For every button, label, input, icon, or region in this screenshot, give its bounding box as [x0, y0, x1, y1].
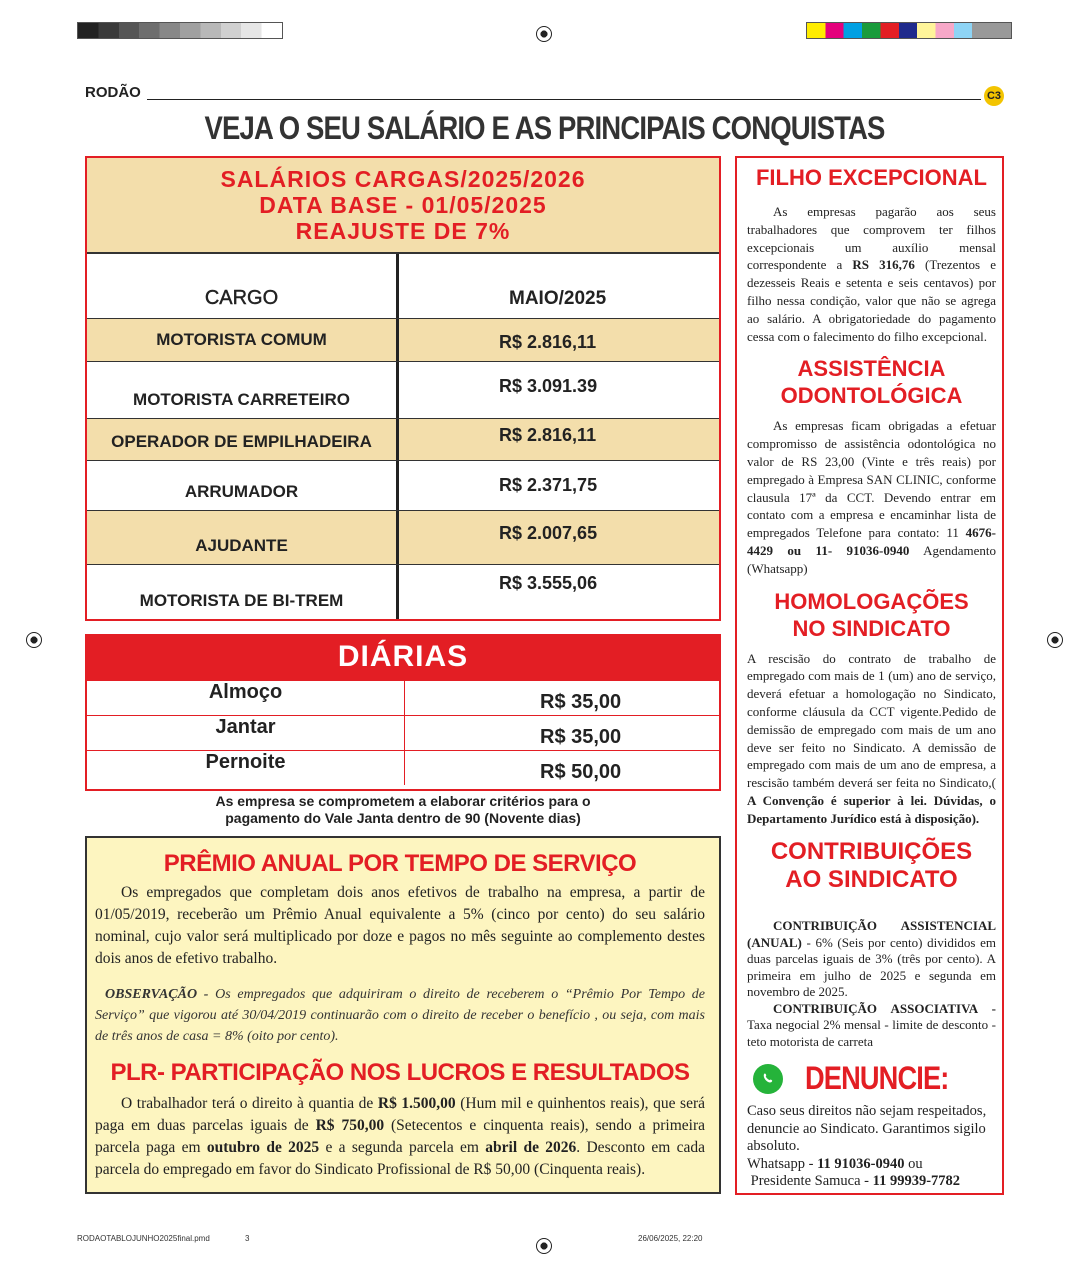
text-part: Taxa negocial 2% mensal - limite de desconto - teto motorista de carreta [747, 1017, 996, 1049]
valor-cell: R$ 2.816,11 [499, 332, 597, 352]
column-header-cargo: CARGO [87, 254, 399, 318]
homolog-text [747, 650, 996, 828]
diarias-heading: DIÁRIAS [87, 636, 719, 680]
text-part: As empresas pagarão aos seus trabalhadores que comprovem ter filhos excepcionais um auxílio mensal correspondente a [747, 204, 996, 273]
table-row [87, 680, 719, 715]
item-cell: Jantar [87, 716, 405, 750]
plr-text-part: (Setecentos e cinquenta reais), sendo a primeira parcela paga em [95, 1117, 705, 1156]
heading-line: AO SINDICATO [785, 865, 958, 893]
table-row [87, 362, 719, 419]
plr-first-date: outubro de 2025 [206, 1139, 320, 1156]
heading-line: NO SINDICATO [792, 615, 951, 641]
filho-text [747, 203, 996, 345]
odonto-text [747, 417, 996, 577]
table-row [87, 565, 719, 619]
registration-mark-icon [1047, 632, 1063, 648]
diarias-table [85, 634, 721, 791]
premio-text: Os empregados que completam dois anos efetivos de trabalho na empresa, a partir de 01/05/2019, receberão um Prêmio Anual equivalente a 5% (cinco por cento) do seu salário nominal, cujo valor será multiplicado por doze e pagos no mês seguinte ao complemento destes dois anos de efetivo trabalho. [95, 884, 705, 967]
plr-text-part: . Desconto em cada parcela do empregado em favor do Sindicato Profissional de R$ 50,00 (Cinquenta reais). [95, 1139, 705, 1178]
vale-janta-note: As empresa se comprometem a elaborar critérios para o pagamento do Vale Janta dentro de 90 (Novente dias) [215, 793, 591, 826]
table-row [87, 715, 719, 750]
valor-cell: R$ 3.555,06 [499, 573, 598, 593]
item-cell: Pernoite [87, 751, 405, 785]
homolog-heading [747, 588, 996, 642]
header-rule [147, 99, 981, 100]
table-header-row [87, 254, 719, 319]
item-cell: Almoço [87, 681, 405, 715]
salary-table [85, 156, 721, 621]
heading-line: ODONTOLÓGICA [780, 383, 963, 409]
column-header-maio: MAIO/2025 [509, 288, 607, 309]
table-row [87, 419, 719, 461]
cargo-cell: MOTORISTA CARRETEIRO [87, 362, 399, 418]
plr-amount: R$ 1.500,00 [377, 1095, 456, 1112]
denuncie-heading-row [753, 1060, 996, 1097]
heading-line: DATA BASE - 01/05/2025 [259, 192, 547, 218]
footer-filename: RODAOTABLOJUNHO2025final.pmd [77, 1234, 210, 1243]
plr-installment: R$ 750,00 [315, 1117, 385, 1134]
text-part: - 6% (Seis por cento) divididos em duas parcelas iguais de 3% (três por cento). A primeira em julho de 2025 e segunda em novembro de 2025. [747, 934, 996, 1000]
contrib-label: CONTRIBUIÇÃO ASSISTENCIAL (ANUAL) [747, 918, 996, 950]
plr-text [95, 1093, 705, 1181]
contrib-assistencial [747, 902, 996, 1001]
text-part: Presidente Samuca - [750, 1173, 873, 1190]
contrib-associativa [747, 1001, 996, 1051]
cargo-cell: OPERADOR DE EMPILHADEIRA [87, 419, 399, 460]
observacao-label: OBSERVAÇÃO - [105, 987, 209, 1002]
heading-line: HOMOLOGAÇÕES [774, 588, 969, 614]
whatsapp-number: 11 91036-0940 [817, 1155, 905, 1172]
plr-text-part: (Hum mil e quinhentos reais), que será paga em duas parcelas iguais de [95, 1095, 705, 1134]
filho-heading: FILHO EXCEPCIONAL [755, 165, 987, 190]
valor-cell: R$ 35,00 [540, 726, 622, 748]
cargo-cell: ARRUMADOR [87, 461, 399, 510]
premio-heading: PRÊMIO ANUAL POR TEMPO DE SERVIÇO [163, 850, 637, 877]
table-row [87, 511, 719, 565]
homolog-bold: A Convenção é superior à lei. Dúvidas, o Departamento Jurídico está à disposição). [747, 792, 996, 826]
registration-mark-icon [26, 632, 42, 648]
valor-cell: R$ 35,00 [540, 691, 622, 713]
cmyk-color-bar [806, 22, 1012, 39]
contrib-label: CONTRIBUIÇÃO ASSOCIATIVA - [773, 1000, 996, 1016]
text-part: ou [904, 1155, 923, 1172]
table-row [87, 461, 719, 511]
section-label: RODÃO [85, 84, 141, 101]
whatsapp-icon[interactable] [753, 1064, 783, 1094]
denuncie-heading: DENUNCIE: [805, 1060, 949, 1097]
text-part: Caso seus direitos não sejam respeitados, denuncie ao Sindicato. Garantimos sigilo absoluto. [747, 1103, 987, 1155]
premio-plr-box [85, 836, 721, 1194]
plr-text-part: e a segunda parcela em [319, 1139, 486, 1156]
text-part: Agendamento (Whatsapp) [747, 542, 996, 576]
valor-cell: R$ 2.371,75 [499, 475, 598, 495]
valor-cell: R$ 2.007,65 [499, 523, 598, 543]
text-part: As empresas ficam obrigadas a efetuar compromisso de assistência odontológica no valor de RS 23,00 (Vinte e três reais) por empregado à Empresa SAN CLINIC, conforme clausula 17ª da CCT. Devendo entrar em contato com a empresa e encaminhar lista de empregados Telefone para contato: 11 [747, 418, 996, 541]
odonto-heading [747, 355, 996, 409]
table-row [87, 319, 719, 362]
plr-text-part: O trabalhador terá o direito à quantia de [121, 1095, 378, 1112]
page-number-badge: C3 [984, 86, 1004, 106]
valor-cell: R$ 2.816,11 [499, 425, 597, 445]
registration-mark-icon [536, 1238, 552, 1254]
heading-line: REAJUSTE DE 7% [295, 218, 511, 244]
valor-cell: R$ 3.091.39 [499, 376, 598, 396]
heading-line: CONTRIBUIÇÕES [770, 837, 973, 865]
cargo-cell: AJUDANTE [87, 511, 399, 564]
president-number: 11 99939-7782 [872, 1173, 961, 1190]
denuncie-text [747, 1103, 996, 1191]
plr-second-date: abril de 2026 [485, 1139, 577, 1156]
grayscale-color-bar [77, 22, 283, 39]
cargo-cell: MOTORISTA DE BI-TREM [87, 565, 399, 619]
filho-amount: RS 316,76 [852, 257, 915, 273]
footer-page: 3 [245, 1234, 250, 1243]
heading-line: ASSISTÊNCIA [797, 356, 946, 382]
valor-cell: R$ 50,00 [540, 761, 622, 783]
registration-mark-icon [536, 26, 552, 42]
text-part: (Trezentos e dezesseis Reais e setenta e seis centavos) por filho nessa condição, valor que não se agrega ao salário. A obrigatoriedade do pagamento cessa com o falecimento do filho excepcional. [747, 257, 996, 344]
page-title: VEJA O SEU SALÁRIO E AS PRINCIPAIS CONQUISTAS [204, 110, 885, 146]
heading-line: SALÁRIOS CARGAS/2025/2026 [220, 166, 586, 192]
footer-datetime: 26/06/2025, 22:20 [638, 1234, 703, 1243]
observacao-body: Os empregados que adquiriram o direito de receberem o “Prêmio Por Tempo de Serviço” que vigorou até 30/04/2019 continuarão com o direito de receber o benefício , ou seja, com mais de três anos de casa = 8% (oito por cento). [95, 987, 705, 1044]
right-column-box [735, 156, 1004, 1195]
cargo-cell: MOTORISTA COMUM [87, 319, 399, 361]
plr-heading: PLR- PARTICIPAÇÃO NOS LUCROS E RESULTADOS [110, 1059, 690, 1086]
odonto-phones: 4676-4429 ou 11- 91036-0940 [747, 525, 996, 558]
table-row [87, 750, 719, 785]
text-part: A rescisão do contrato de trabalho de empregado com mais de 1 (um) ano de serviço, deverá efetuar a homologação no Sindicato, conforme cláusula da CCT vigente.Pedido de demissão de empregado com mais de um ano deve ser feito no Sindicato. A demissão de empregado com mais de um ano de empresa, a rescisão também deverá ser feita no Sindicato,( [747, 650, 996, 791]
salary-table-heading [87, 158, 719, 254]
observacao-text [95, 984, 705, 1047]
contrib-heading [747, 838, 996, 894]
text-part: Whatsapp - [747, 1155, 818, 1172]
